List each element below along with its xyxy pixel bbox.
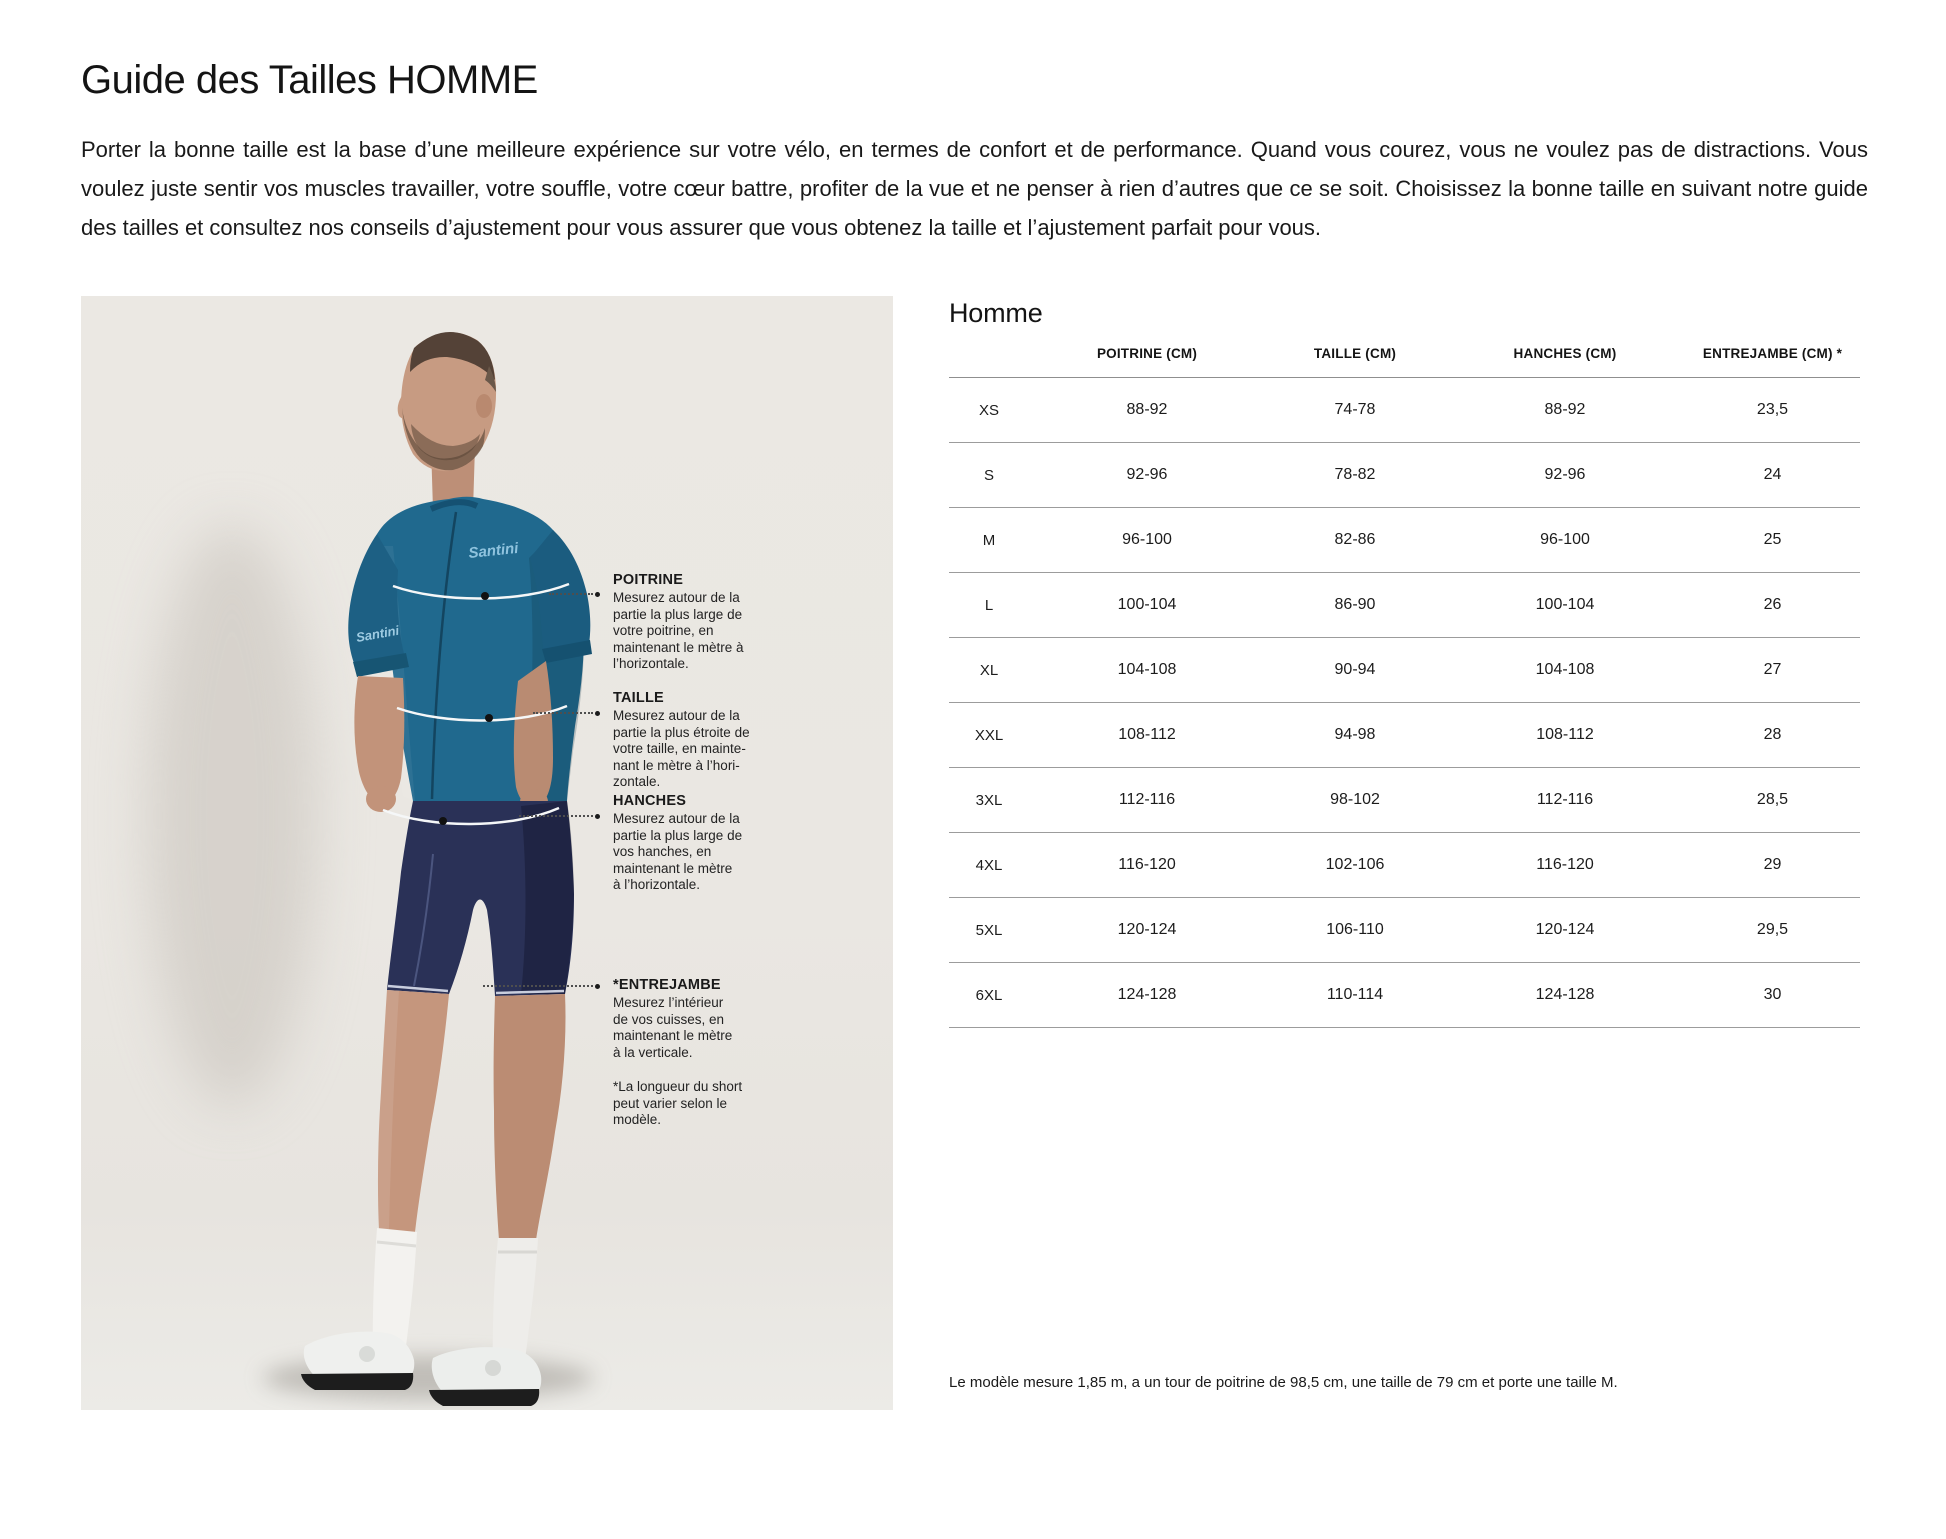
cell-hanches: 116-120 — [1536, 856, 1594, 873]
cell-poitrine: 88-92 — [1126, 401, 1168, 418]
model-measurements-note: Le modèle mesure 1,85 m, a un tour de poitrine de 98,5 cm, une taille de 79 cm et porte une taille M. — [949, 1374, 1618, 1391]
shoe-sole-left — [301, 1373, 413, 1390]
cell-entrejambe: 25 — [1763, 531, 1782, 548]
cell-taille: 74-78 — [1334, 401, 1376, 418]
cell-poitrine: 96-100 — [1122, 531, 1172, 548]
cell-poitrine: 112-116 — [1118, 791, 1176, 808]
cell-taille: 94-98 — [1334, 726, 1376, 743]
cell-entrejambe: 29,5 — [1756, 921, 1789, 938]
cell-taille: 102-106 — [1325, 856, 1385, 873]
cell-taille: 110-114 — [1326, 986, 1384, 1003]
cell-hanches: 124-128 — [1535, 986, 1595, 1003]
brand-logo-sleeve: Santini — [354, 622, 401, 645]
table-row — [949, 378, 1860, 443]
cell-taille: 78-82 — [1334, 466, 1376, 483]
cell-entrejambe: 28 — [1763, 726, 1782, 743]
bullet-waist — [595, 711, 600, 716]
shoe-dial-right — [485, 1360, 501, 1376]
annotation-inseam-text: Mesurez l’intérieur de vos cuisses, en maintenant le mètre à la verticale. — [613, 995, 733, 1060]
cell-hanches: 112-116 — [1536, 791, 1594, 808]
annotation-chest-title: POITRINE — [613, 572, 684, 588]
cell-poitrine: 100-104 — [1117, 596, 1177, 613]
table-row — [949, 703, 1860, 768]
shorts-shade — [521, 801, 574, 994]
table-row — [949, 963, 1860, 1028]
short-length-note: *La longueur du short peut varier selon le modèle. — [613, 1079, 743, 1127]
bullet-chest — [595, 592, 600, 597]
shoe-dial-left — [359, 1346, 375, 1362]
cell-size: 6XL — [975, 986, 1003, 1004]
bullet-inseam — [595, 984, 600, 989]
bullet-hips — [595, 814, 600, 819]
annotation-waist-title: TAILLE — [613, 690, 664, 706]
cell-size: M — [982, 531, 996, 549]
annotation-hips-title: HANCHES — [613, 793, 687, 809]
cell-entrejambe: 28,5 — [1756, 791, 1789, 808]
cell-hanches: 88-92 — [1544, 401, 1586, 418]
cell-size: L — [984, 596, 994, 614]
table-row — [949, 508, 1860, 573]
cell-entrejambe: 27 — [1763, 661, 1782, 678]
annotation-chest — [613, 572, 785, 673]
col-taille: TAILLE (CM) — [1313, 345, 1397, 361]
cell-size: 3XL — [975, 791, 1003, 809]
cell-poitrine: 92-96 — [1126, 466, 1168, 483]
model-forearm-left — [354, 676, 404, 804]
table-row — [949, 573, 1860, 638]
cell-poitrine: 116-120 — [1118, 856, 1176, 873]
table-row — [949, 768, 1860, 833]
col-hanches: HANCHES (CM) — [1513, 345, 1617, 361]
leader-line-hips — [519, 815, 593, 817]
intro-paragraph: Porter la bonne taille est la base d’une meilleure expérience sur votre vélo, en termes de confort et de performance. Quand vous courez, vous ne voulez pas de distractions. Vous voulez juste sentir vos muscles travailler, votre souffle, votre cœur battre, profiter de la vue et ne penser à rien d’autres que ce se soit. Choisissez la bonne taille en suivant notre guide des tailles et consultez nos conseils d’ajustement pour vous assurer que vous obtenez la taille et l’ajustement parfait pour vous. — [81, 137, 1868, 240]
cell-taille: 82-86 — [1334, 531, 1376, 548]
cell-entrejambe: 30 — [1763, 986, 1782, 1003]
cell-size: 4XL — [975, 856, 1003, 874]
model-shoe-left — [304, 1332, 415, 1378]
cell-hanches: 104-108 — [1535, 661, 1595, 678]
cell-poitrine: 120-124 — [1117, 921, 1177, 938]
annotation-inseam — [613, 977, 785, 1061]
col-poitrine: POITRINE (CM) — [1096, 345, 1198, 361]
cell-poitrine: 108-112 — [1118, 726, 1176, 743]
annotation-waist — [613, 690, 785, 791]
brand-logo-chest: Santini — [467, 539, 520, 562]
leader-line-chest — [549, 593, 593, 595]
cell-taille: 98-102 — [1330, 791, 1380, 808]
cell-size: 5XL — [975, 921, 1003, 939]
model-leg-right — [494, 994, 566, 1240]
table-row — [949, 638, 1860, 703]
cell-poitrine: 104-108 — [1117, 661, 1177, 678]
table-row — [949, 898, 1860, 963]
model-ear — [476, 394, 492, 418]
cell-size: S — [983, 466, 994, 484]
table-heading: Homme — [949, 298, 1043, 328]
cell-taille: 90-94 — [1334, 661, 1376, 678]
cell-taille: 86-90 — [1334, 596, 1376, 613]
leader-line-inseam — [483, 985, 593, 987]
annotation-chest-text: Mesurez autour de la partie la plus large de votre poitrine, en maintenant le mètre à l’horizontale. — [613, 590, 744, 671]
model-forearm-right — [514, 661, 553, 807]
cell-hanches: 100-104 — [1535, 596, 1595, 613]
col-entrejambe: ENTREJAMBE (CM) * — [1702, 345, 1843, 361]
shoe-sole-right — [429, 1389, 539, 1406]
table-header-row — [949, 329, 1860, 378]
table-row — [949, 833, 1860, 898]
cell-poitrine: 124-128 — [1117, 986, 1177, 1003]
leader-line-waist — [533, 712, 593, 714]
chest-measure-dot — [481, 592, 489, 600]
cell-hanches: 120-124 — [1535, 921, 1595, 938]
cell-size: XL — [979, 661, 999, 679]
cell-hanches: 96-100 — [1540, 531, 1590, 548]
model-hand-left — [366, 786, 396, 812]
model-photo-panel — [81, 296, 893, 1410]
table-row — [949, 443, 1860, 508]
cell-size: XS — [978, 401, 999, 419]
size-table-section — [949, 296, 1860, 1028]
annotation-inseam-title: *ENTREJAMBE — [613, 977, 721, 993]
cell-entrejambe: 26 — [1763, 596, 1782, 613]
cell-hanches: 108-112 — [1536, 726, 1594, 743]
page-title: Guide des Tailles HOMME — [81, 58, 538, 102]
annotation-hips-text: Mesurez autour de la partie la plus large de vos hanches, en maintenant le mètre à l’horizontale. — [613, 811, 743, 892]
waist-measure-dot — [485, 714, 493, 722]
cell-taille: 106-110 — [1326, 921, 1384, 938]
cell-entrejambe: 23,5 — [1756, 401, 1789, 418]
cell-size: XXL — [974, 726, 1004, 744]
cell-entrejambe: 29 — [1763, 856, 1782, 873]
annotation-hips — [613, 793, 785, 894]
annotation-waist-text: Mesurez autour de la partie la plus étroite de votre taille, en mainte- nant le mètre à l’hori- zontale. — [613, 708, 750, 789]
cell-entrejambe: 24 — [1763, 466, 1782, 483]
cell-hanches: 92-96 — [1544, 466, 1586, 483]
hips-measure-dot — [439, 817, 447, 825]
